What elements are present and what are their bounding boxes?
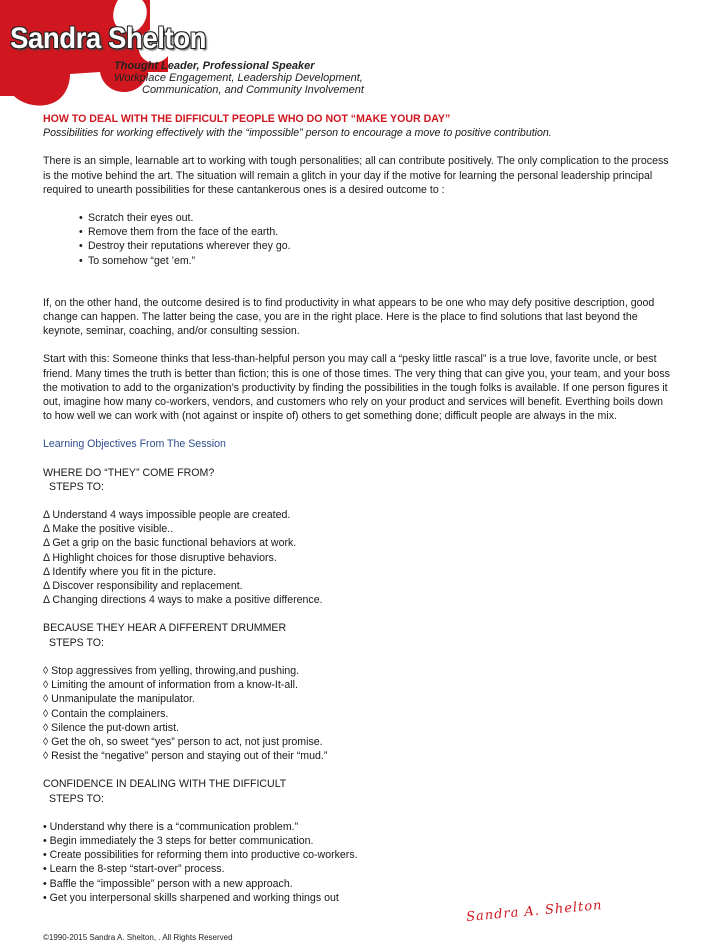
list-item: • Remove them from the face of the earth. xyxy=(79,225,673,239)
list-item: Δ Identify where you fit in the picture. xyxy=(43,565,217,578)
section-heading: WHERE DO “THEY” COME FROM? xyxy=(43,466,215,479)
tagline-title: Thought Leader, Professional Speaker xyxy=(114,60,315,72)
document-body xyxy=(43,112,673,919)
list-item: Δ Understand 4 ways impossible people are created. xyxy=(43,509,291,522)
section-where xyxy=(43,466,673,608)
section-confidence xyxy=(43,777,673,905)
list-item: ◊ Get the oh, so sweet “yes” person to act, not just promise. xyxy=(43,735,323,748)
objectives-title: Learning Objectives From The Session xyxy=(43,438,226,451)
objective-list xyxy=(43,664,673,763)
list-item: Δ Make the positive visible.. xyxy=(43,523,174,536)
motive-list xyxy=(43,211,673,268)
list-item: ◊ Silence the put-down artist. xyxy=(43,721,179,734)
list-item: Δ Highlight choices for those disruptive behaviors. xyxy=(43,551,277,564)
list-item: Δ Changing directions 4 ways to make a positive difference. xyxy=(43,594,323,607)
list-item: • Begin immediately the 3 steps for better communication. xyxy=(43,834,314,847)
list-item: • Get you interpersonal skills sharpened and working things out xyxy=(43,891,339,904)
list-item: ◊ Contain the complainers. xyxy=(43,707,169,720)
steps-label: STEPS TO: xyxy=(49,636,104,649)
list-item: Δ Discover responsibility and replacement. xyxy=(43,580,243,593)
steps-label: STEPS TO: xyxy=(49,792,104,805)
copyright-notice: ©1990-2015 Sandra A. Shelton, . All Rights Reserved xyxy=(43,933,233,942)
list-item: • Scratch their eyes out. xyxy=(79,211,673,225)
list-item: ◊ Unmanipulate the manipulator. xyxy=(43,693,195,706)
document-headline: HOW TO DEAL WITH THE DIFFICULT PEOPLE WHO DO NOT “MAKE YOUR DAY” xyxy=(43,113,451,125)
section-heading: CONFIDENCE IN DEALING WITH THE DIFFICULT xyxy=(43,778,287,791)
list-item: ◊ Resist the “negative” person and staying out of their “mud.” xyxy=(43,750,328,763)
section-heading: BECAUSE THEY HEAR A DIFFERENT DRUMMER xyxy=(43,622,287,635)
list-item: • Create possibilities for reforming them into productive co-workers. xyxy=(43,849,358,862)
section-drummer xyxy=(43,621,673,763)
list-item: Δ Get a grip on the basic functional behaviors at work. xyxy=(43,537,297,550)
list-item: • Baffle the “impossible” person with a new approach. xyxy=(43,877,293,890)
intro-paragraph: There is an simple, learnable art to working with tough personalities; all can contribute positively. The only complication to the process is the motive behind the art. The situation will remain a glitch in your day if the motive for learning the personal leadership principal required to unearth possibilities for these cantankerous ones is a desired outcome to : xyxy=(43,155,669,196)
steps-label: STEPS TO: xyxy=(49,480,104,493)
logo xyxy=(0,0,380,112)
signature: Sandra A. Shelton xyxy=(465,898,604,925)
brand-tagline xyxy=(114,60,364,96)
list-item: ◊ Stop aggressives from yelling, throwing,and pushing. xyxy=(43,664,300,677)
tagline-line-1: Workplace Engagement, Leadership Development, xyxy=(114,72,363,84)
tagline-line-2: Communication, and Community Involvement xyxy=(142,84,364,96)
list-item: • Understand why there is a “communication problem.” xyxy=(43,820,299,833)
outcome-paragraph: If, on the other hand, the outcome desired is to find productivity in what appears to be one who may defy positive description, good change can happen. The latter being the case, you are in the right place. Here is the place to find solutions that last beyond the keynote, seminar, coaching, and/or consulting session. xyxy=(43,296,655,338)
brand-name: Sandra Shelton xyxy=(10,22,207,55)
document-subheadline: Possibilities for working effectively with the “impossible” person to encourage a move to positive contribution. xyxy=(43,127,552,140)
objective-list xyxy=(43,508,673,607)
list-item: ◊ Limiting the amount of information from a know-It-all. xyxy=(43,679,298,692)
list-item: • Learn the 8-step “start-over” process. xyxy=(43,863,225,876)
list-item: • Destroy their reputations wherever they go. xyxy=(79,239,673,253)
list-item: • To somehow “get ’em.” xyxy=(79,254,673,268)
start-paragraph: Start with this: Someone thinks that less-than-helpful person you may call a “pesky little rascal” is a true love, favorite uncle, or best friend. Many times the truth is better than fiction; this is one of those times. The very thing that can give you, your team, and your boss the motivation to add to the organization’s productivity by finding the possibilities in the tough folks is available. If one person figures it out, imagine how many co-workers, vendors, and customers who rely on your product and services will benefit. Everthing boils down to how well we can work with (not against or inspite of) others to get something done; difficult people are always in the mix. xyxy=(43,353,670,423)
objective-list xyxy=(43,820,673,905)
